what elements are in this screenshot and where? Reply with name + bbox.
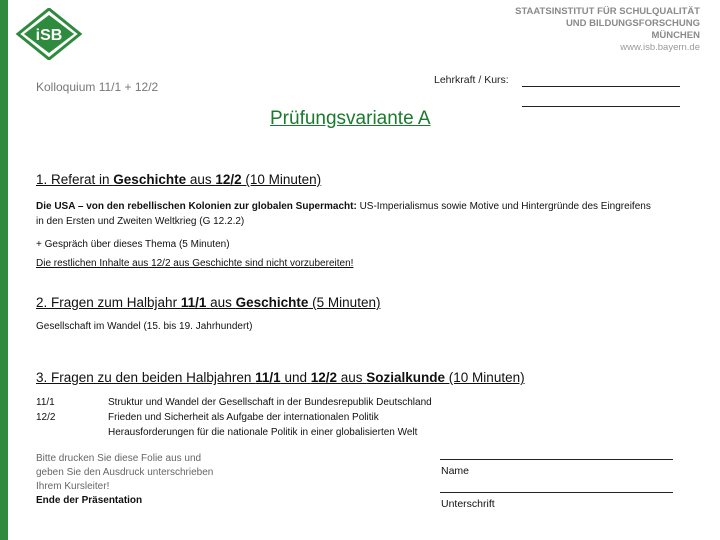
section3-heading: 3. Fragen zu den beiden Halbjahren 11/1 und 12/2 aus Sozialkunde (10 Minuten) [36,370,525,385]
kolloquium-label: Kolloquium 11/1 + 12/2 [36,80,159,94]
section3-terms [36,395,55,425]
topic-item: Frieden und Sicherheit als Aufgabe der internationalen Politik [108,412,379,423]
section1-gespraech: + Gespräch über dieses Thema (5 Minuten) [36,239,230,250]
name-label: Name [441,465,470,477]
institute-website: www.isb.bayern.de [620,42,700,53]
isb-logo [14,8,84,60]
section3-topics [108,395,432,440]
term-item: 12/2 [36,412,56,423]
end-of-presentation: Ende der Präsentation [36,495,143,506]
logo-text: iSB [35,27,63,44]
footer-instruction-block [36,452,226,508]
print-instruction: Bitte drucken Sie diese Folie aus und geben Sie den Ausdruck unterschrieben Ihrem Kursleiter! [36,453,214,492]
page-title: Prüfungsvariante A [270,108,431,129]
institute-line-3: MÜNCHEN [651,30,700,41]
section1-note: Die restlichen Inhalte aus 12/2 aus Geschichte sind nicht vorzubereiten! [36,258,354,269]
section1-heading: 1. Referat in Geschichte aus 12/2 (10 Minuten) [36,172,322,187]
term-item: 11/1 [36,397,55,408]
lehrkraft-label: Lehrkraft / Kurs: [434,74,509,86]
institute-line-2: UND BILDUNGSFORSCHUNG [565,18,700,29]
signature-label: Unterschrift [441,498,495,510]
topic-item: Herausforderungen für die nationale Politik in einer globalisierten Welt [108,427,418,438]
signature-line [440,492,673,493]
institute-block [515,6,700,54]
section2-heading: 2. Fragen zum Halbjahr 11/1 aus Geschichte (5 Minuten) [36,295,381,310]
left-accent-bar [0,0,8,540]
lehrkraft-line [522,86,680,87]
topic-item: Struktur und Wandel der Gesellschaft in der Bundesrepublik Deutschland [108,397,432,408]
institute-line-1: STAATSINSTITUT FÜR SCHULQUALITÄT [515,6,700,17]
section2-content: Gesellschaft im Wandel (15. bis 19. Jahrhundert) [36,321,253,332]
kurs-line [522,106,680,107]
name-line [440,459,673,460]
section1-topic: Die USA – von den rebellischen Kolonien zur globalen Supermacht: US-Imperialismus sowie Motive und Hintergründe des Eingreifens in den Ersten und Zweiten Weltkrieg (G 12.2.2) [36,201,651,227]
